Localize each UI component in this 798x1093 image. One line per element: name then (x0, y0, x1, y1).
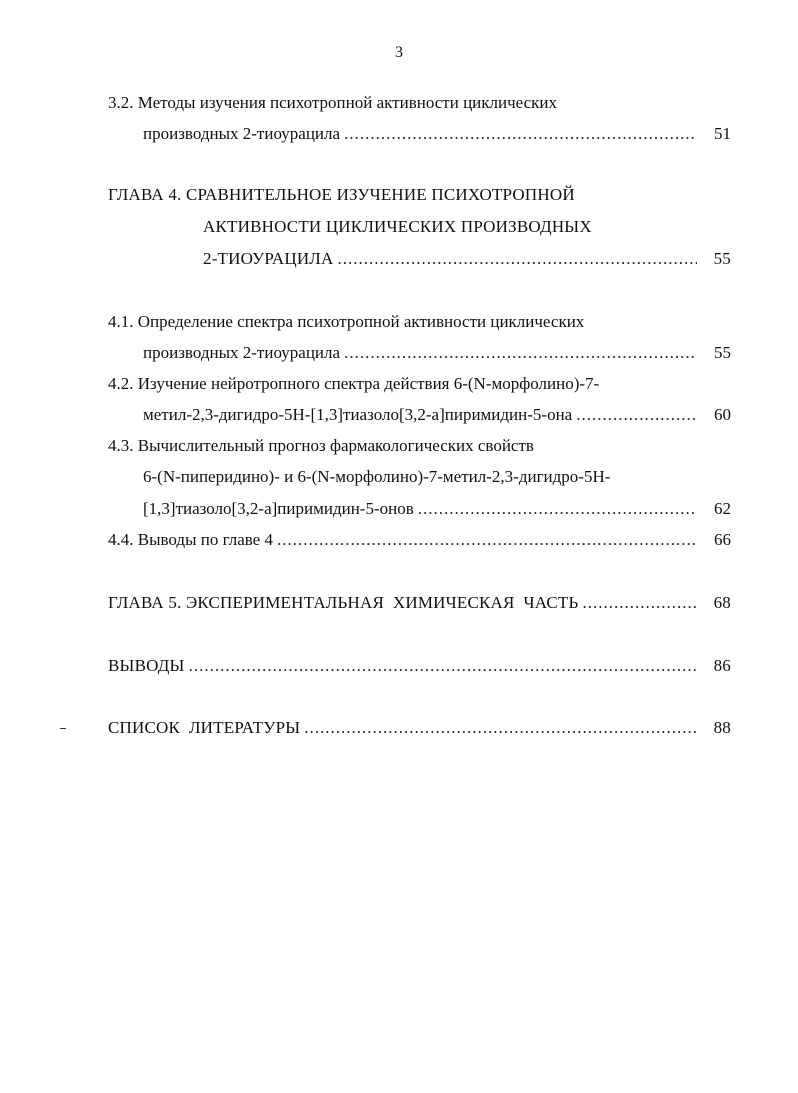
toc-3-2-title-line1: 3.2. Методы изучения психотропной активности циклических (108, 93, 558, 112)
toc-4-3-title-line2: 6-(N-пиперидино)- и 6-(N-морфолино)-7-метил-2,3-дигидро-5Н- (143, 467, 611, 486)
leader-dots (576, 404, 697, 426)
leader-dots (344, 123, 697, 145)
toc-4-3-title-line3: [1,3]тиазоло[3,2-а]пиримидин-5-онов (143, 499, 414, 518)
toc-3-2-title-line2: производных 2-тиоурацила (143, 124, 341, 143)
leader-dots (582, 592, 697, 614)
toc-4-4-page: 66 (714, 530, 731, 549)
toc-entry-chapter-4[interactable] (203, 248, 731, 270)
toc-entry-4-2[interactable] (143, 404, 731, 426)
toc-4-2-page: 60 (714, 405, 731, 424)
toc-entry-references[interactable] (108, 717, 731, 739)
leader-dots (338, 248, 698, 270)
toc-references-page: 88 (713, 718, 731, 737)
toc-4-3-page: 62 (714, 499, 731, 518)
toc-ch4-title-line3: 2-ТИОУРАЦИЛА (203, 249, 334, 268)
toc-4-4-title: 4.4. Выводы по главе 4 (108, 530, 273, 549)
toc-4-3-title-line1: 4.3. Вычислительный прогноз фармакологических свойств (108, 436, 534, 455)
toc-ch4-title-line1: ГЛАВА 4. СРАВНИТЕЛЬНОЕ ИЗУЧЕНИЕ ПСИХОТРОПНОЙ (108, 185, 575, 204)
margin-mark (60, 728, 66, 729)
leader-dots (304, 717, 697, 739)
toc-ch4-page: 55 (713, 249, 731, 268)
toc-references-title: СПИСОК ЛИТЕРАТУРЫ (108, 718, 301, 737)
leader-dots (344, 342, 697, 364)
toc-conclusions-page: 86 (713, 656, 731, 675)
leader-dots (277, 529, 697, 551)
toc-entry-chapter-5[interactable] (108, 592, 731, 614)
toc-entry-4-3[interactable] (143, 498, 731, 520)
toc-ch5-page: 68 (713, 593, 731, 612)
toc-ch5-title: ГЛАВА 5. ЭКСПЕРИМЕНТАЛЬНАЯ ХИМИЧЕСКАЯ ЧАСТЬ (108, 593, 579, 612)
toc-4-1-title-line2: производных 2-тиоурацила (143, 343, 341, 362)
page-number: 3 (395, 44, 403, 61)
toc-4-1-title-line1: 4.1. Определение спектра психотропной активности циклических (108, 312, 585, 331)
toc-entry-4-1[interactable] (143, 342, 731, 364)
toc-conclusions-title: ВЫВОДЫ (108, 656, 185, 675)
toc-entry-3-2[interactable] (143, 123, 731, 145)
toc-3-2-page: 51 (714, 124, 731, 143)
leader-dots (418, 498, 697, 520)
toc-4-2-title-line1: 4.2. Изучение нейротропного спектра действия 6-(N-морфолино)-7- (108, 374, 600, 393)
toc-4-2-title-line2: метил-2,3-дигидро-5Н-[1,3]тиазоло[3,2-а]пиримидин-5-она (143, 405, 573, 424)
toc-4-1-page: 55 (714, 343, 731, 362)
toc-entry-conclusions[interactable] (108, 655, 731, 677)
toc-ch4-title-line2: АКТИВНОСТИ ЦИКЛИЧЕСКИХ ПРОИЗВОДНЫХ (203, 217, 592, 236)
leader-dots (189, 655, 697, 677)
toc-entry-4-4[interactable] (108, 529, 731, 551)
